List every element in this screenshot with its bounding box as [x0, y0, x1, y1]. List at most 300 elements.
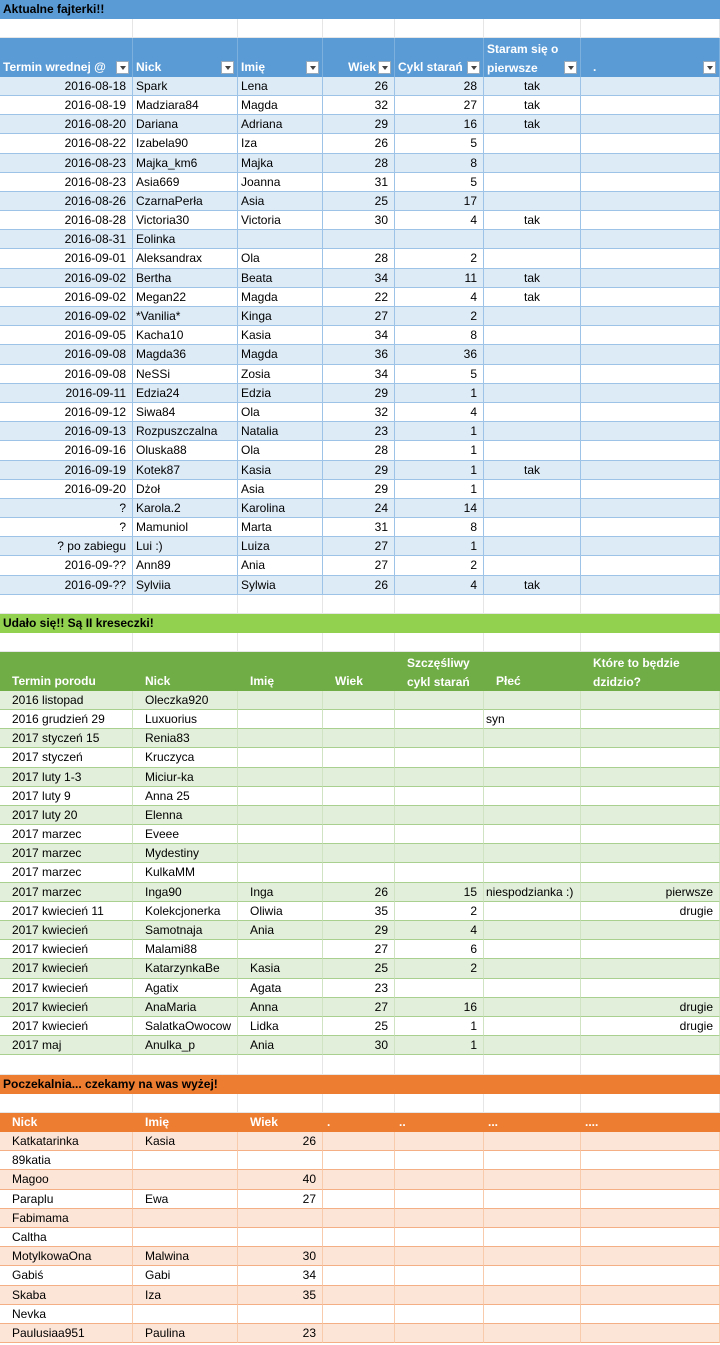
- cell-first[interactable]: [484, 518, 581, 537]
- cell-age[interactable]: 35: [238, 1286, 323, 1305]
- cell-empty[interactable]: [581, 1132, 720, 1151]
- cell-age[interactable]: 27: [323, 307, 395, 326]
- cell-cycle[interactable]: 8: [395, 154, 484, 173]
- cell-nick[interactable]: Madziara84: [133, 96, 238, 115]
- cell-sex[interactable]: [484, 1036, 581, 1055]
- cell-name[interactable]: Marta: [238, 518, 323, 537]
- cell-empty[interactable]: [395, 1286, 484, 1305]
- cell-empty[interactable]: [581, 480, 720, 499]
- cell-nick[interactable]: Bertha: [133, 269, 238, 288]
- cell-nick[interactable]: Anna 25: [133, 787, 238, 806]
- cell-date[interactable]: 2016-09-08: [0, 345, 133, 364]
- cell-age[interactable]: 28: [323, 249, 395, 268]
- cell-empty[interactable]: [581, 576, 720, 595]
- cell-which[interactable]: [581, 921, 720, 940]
- cell-empty[interactable]: [395, 1132, 484, 1151]
- cell-sex[interactable]: [484, 691, 581, 710]
- cell-sex[interactable]: [484, 844, 581, 863]
- cell-cycle[interactable]: 15: [395, 883, 484, 902]
- cell-cycle[interactable]: 2: [395, 249, 484, 268]
- cell-empty[interactable]: [581, 556, 720, 575]
- cell-date[interactable]: 2016-08-22: [0, 134, 133, 153]
- cell-cycle[interactable]: 2: [395, 902, 484, 921]
- cell-sex[interactable]: [484, 863, 581, 882]
- cell-which[interactable]: [581, 959, 720, 978]
- cell-date[interactable]: 2016-08-20: [0, 115, 133, 134]
- cell-nick[interactable]: Skaba: [0, 1286, 133, 1305]
- cell-age[interactable]: 32: [323, 403, 395, 422]
- cell-age[interactable]: 25: [323, 959, 395, 978]
- cell-cycle[interactable]: [395, 787, 484, 806]
- cell-name[interactable]: Luiza: [238, 537, 323, 556]
- cell-empty[interactable]: [581, 1324, 720, 1343]
- cell-age[interactable]: 22: [323, 288, 395, 307]
- cell-empty[interactable]: [323, 1266, 395, 1285]
- cell-date[interactable]: 2016-09-19: [0, 461, 133, 480]
- cell-first[interactable]: [484, 307, 581, 326]
- cell-due[interactable]: 2016 listopad: [0, 691, 133, 710]
- cell-cycle[interactable]: 2: [395, 959, 484, 978]
- cell-age[interactable]: 26: [238, 1132, 323, 1151]
- cell-name[interactable]: Kasia: [133, 1132, 238, 1151]
- cell-cycle[interactable]: 8: [395, 326, 484, 345]
- cell-date[interactable]: 2016-09-02: [0, 307, 133, 326]
- cell-empty[interactable]: [581, 518, 720, 537]
- cell-due[interactable]: 2017 kwiecień: [0, 959, 133, 978]
- cell-first[interactable]: [484, 192, 581, 211]
- cell-date[interactable]: 2016-09-05: [0, 326, 133, 345]
- cell-first[interactable]: [484, 173, 581, 192]
- cell-first[interactable]: [484, 230, 581, 249]
- cell-first[interactable]: [484, 537, 581, 556]
- cell-age[interactable]: [323, 787, 395, 806]
- cell-first[interactable]: tak: [484, 269, 581, 288]
- cell-nick[interactable]: Gabiś: [0, 1266, 133, 1285]
- cell-age[interactable]: 29: [323, 921, 395, 940]
- cell-name[interactable]: Lidka: [238, 1017, 323, 1036]
- cell-age[interactable]: 34: [323, 365, 395, 384]
- cell-date[interactable]: 2016-09-08: [0, 365, 133, 384]
- cell-first[interactable]: [484, 422, 581, 441]
- cell-name[interactable]: [238, 940, 323, 959]
- cell-empty[interactable]: [581, 249, 720, 268]
- cell-empty[interactable]: [581, 1190, 720, 1209]
- cell-nick[interactable]: Kruczyca: [133, 748, 238, 767]
- cell-cycle[interactable]: 1: [395, 461, 484, 480]
- cell-empty[interactable]: [484, 1228, 581, 1247]
- cell-nick[interactable]: Majka_km6: [133, 154, 238, 173]
- cell-date[interactable]: 2016-09-12: [0, 403, 133, 422]
- cell-sex[interactable]: [484, 806, 581, 825]
- cell-nick[interactable]: Nevka: [0, 1305, 133, 1324]
- cell-nick[interactable]: Asia669: [133, 173, 238, 192]
- cell-nick[interactable]: *Vanilia*: [133, 307, 238, 326]
- cell-cycle[interactable]: 8: [395, 518, 484, 537]
- cell-empty[interactable]: [581, 134, 720, 153]
- cell-empty[interactable]: [581, 326, 720, 345]
- cell-cycle[interactable]: [395, 844, 484, 863]
- cell-date[interactable]: 2016-08-18: [0, 77, 133, 96]
- cell-name[interactable]: Ania: [238, 921, 323, 940]
- cell-empty[interactable]: [323, 1132, 395, 1151]
- cell-cycle[interactable]: 1: [395, 1017, 484, 1036]
- cell-empty[interactable]: [581, 461, 720, 480]
- cell-cycle[interactable]: 6: [395, 940, 484, 959]
- cell-cycle[interactable]: [395, 710, 484, 729]
- cell-age[interactable]: 27: [238, 1190, 323, 1209]
- cell-name[interactable]: Ania: [238, 556, 323, 575]
- cell-cycle[interactable]: 17: [395, 192, 484, 211]
- cell-empty[interactable]: [581, 537, 720, 556]
- cell-nick[interactable]: Eveee: [133, 825, 238, 844]
- cell-sex[interactable]: [484, 921, 581, 940]
- cell-name[interactable]: Malwina: [133, 1247, 238, 1266]
- cell-date[interactable]: 2016-08-26: [0, 192, 133, 211]
- cell-age[interactable]: [238, 1151, 323, 1170]
- cell-name[interactable]: Natalia: [238, 422, 323, 441]
- cell-which[interactable]: [581, 940, 720, 959]
- cell-nick[interactable]: NeSSi: [133, 365, 238, 384]
- cell-nick[interactable]: MotylkowaOna: [0, 1247, 133, 1266]
- cell-empty[interactable]: [581, 1209, 720, 1228]
- cell-nick[interactable]: Eolinka: [133, 230, 238, 249]
- cell-name[interactable]: Lena: [238, 77, 323, 96]
- cell-due[interactable]: 2017 maj: [0, 1036, 133, 1055]
- cell-cycle[interactable]: [395, 729, 484, 748]
- cell-age[interactable]: 34: [238, 1266, 323, 1285]
- cell-empty[interactable]: [323, 1247, 395, 1266]
- cell-empty[interactable]: [395, 1170, 484, 1189]
- cell-name[interactable]: [238, 825, 323, 844]
- cell-first[interactable]: [484, 403, 581, 422]
- cell-age[interactable]: 29: [323, 480, 395, 499]
- cell-nick[interactable]: Lui :): [133, 537, 238, 556]
- cell-empty[interactable]: [581, 1228, 720, 1247]
- cell-empty[interactable]: [581, 115, 720, 134]
- cell-cycle[interactable]: 36: [395, 345, 484, 364]
- cell-nick[interactable]: Samotnaja: [133, 921, 238, 940]
- cell-due[interactable]: 2017 luty 9: [0, 787, 133, 806]
- cell-first[interactable]: [484, 154, 581, 173]
- cell-cycle[interactable]: [395, 806, 484, 825]
- cell-empty[interactable]: [484, 1209, 581, 1228]
- cell-name[interactable]: Iza: [133, 1286, 238, 1305]
- cell-name[interactable]: Majka: [238, 154, 323, 173]
- cell-date[interactable]: 2016-08-19: [0, 96, 133, 115]
- filter-dropdown-icon[interactable]: [306, 61, 319, 74]
- cell-name[interactable]: Ewa: [133, 1190, 238, 1209]
- cell-cycle[interactable]: [395, 825, 484, 844]
- cell-name[interactable]: Kasia: [238, 326, 323, 345]
- cell-age[interactable]: [238, 1305, 323, 1324]
- cell-cycle[interactable]: [395, 768, 484, 787]
- cell-empty[interactable]: [581, 422, 720, 441]
- cell-empty[interactable]: [581, 365, 720, 384]
- cell-name[interactable]: Gabi: [133, 1266, 238, 1285]
- cell-sex[interactable]: [484, 729, 581, 748]
- cell-nick[interactable]: 89katia: [0, 1151, 133, 1170]
- cell-name[interactable]: Ola: [238, 249, 323, 268]
- cell-nick[interactable]: Kacha10: [133, 326, 238, 345]
- cell-cycle[interactable]: 1: [395, 537, 484, 556]
- cell-nick[interactable]: Karola.2: [133, 499, 238, 518]
- cell-cycle[interactable]: 1: [395, 441, 484, 460]
- cell-nick[interactable]: Miciur-ka: [133, 768, 238, 787]
- cell-sex[interactable]: [484, 979, 581, 998]
- cell-name[interactable]: Beata: [238, 269, 323, 288]
- cell-empty[interactable]: [581, 154, 720, 173]
- cell-age[interactable]: [323, 729, 395, 748]
- cell-name[interactable]: [238, 691, 323, 710]
- cell-date[interactable]: 2016-09-02: [0, 269, 133, 288]
- cell-first[interactable]: [484, 249, 581, 268]
- cell-age[interactable]: [323, 863, 395, 882]
- cell-name[interactable]: [133, 1151, 238, 1170]
- cell-nick[interactable]: Mydestiny: [133, 844, 238, 863]
- cell-nick[interactable]: Katkatarinka: [0, 1132, 133, 1151]
- cell-due[interactable]: 2017 marzec: [0, 883, 133, 902]
- cell-empty[interactable]: [581, 192, 720, 211]
- cell-empty[interactable]: [484, 1170, 581, 1189]
- cell-name[interactable]: Paulina: [133, 1324, 238, 1343]
- cell-name[interactable]: Victoria: [238, 211, 323, 230]
- cell-age[interactable]: [323, 230, 395, 249]
- cell-which[interactable]: [581, 844, 720, 863]
- cell-nick[interactable]: Fabimama: [0, 1209, 133, 1228]
- cell-nick[interactable]: Anulka_p: [133, 1036, 238, 1055]
- cell-sex[interactable]: niespodzianka :): [484, 883, 581, 902]
- cell-age[interactable]: 27: [323, 537, 395, 556]
- cell-empty[interactable]: [581, 441, 720, 460]
- cell-age[interactable]: [323, 710, 395, 729]
- cell-age[interactable]: 40: [238, 1170, 323, 1189]
- cell-name[interactable]: Magda: [238, 288, 323, 307]
- sort-filter-icon[interactable]: [116, 61, 129, 74]
- cell-which[interactable]: [581, 768, 720, 787]
- cell-date[interactable]: ?: [0, 499, 133, 518]
- cell-empty[interactable]: [581, 77, 720, 96]
- cell-sex[interactable]: [484, 768, 581, 787]
- cell-which[interactable]: [581, 1036, 720, 1055]
- cell-empty[interactable]: [484, 1247, 581, 1266]
- cell-age[interactable]: 30: [323, 1036, 395, 1055]
- cell-name[interactable]: Adriana: [238, 115, 323, 134]
- cell-cycle[interactable]: 2: [395, 556, 484, 575]
- cell-cycle[interactable]: 1: [395, 422, 484, 441]
- cell-age[interactable]: 36: [323, 345, 395, 364]
- cell-date[interactable]: 2016-09-01: [0, 249, 133, 268]
- cell-empty[interactable]: [581, 307, 720, 326]
- cell-cycle[interactable]: [395, 691, 484, 710]
- cell-age[interactable]: 27: [323, 998, 395, 1017]
- cell-nick[interactable]: Mamuniol: [133, 518, 238, 537]
- cell-name[interactable]: Asia: [238, 192, 323, 211]
- cell-date[interactable]: 2016-08-23: [0, 173, 133, 192]
- cell-nick[interactable]: Kolekcjonerka: [133, 902, 238, 921]
- filter-dropdown-icon[interactable]: [467, 61, 480, 74]
- cell-date[interactable]: 2016-09-13: [0, 422, 133, 441]
- cell-empty[interactable]: [323, 1305, 395, 1324]
- cell-first[interactable]: tak: [484, 211, 581, 230]
- cell-cycle[interactable]: 4: [395, 288, 484, 307]
- cell-date[interactable]: 2016-09-11: [0, 384, 133, 403]
- cell-cycle[interactable]: 1: [395, 1036, 484, 1055]
- cell-which[interactable]: [581, 710, 720, 729]
- cell-nick[interactable]: Elenna: [133, 806, 238, 825]
- cell-age[interactable]: 26: [323, 77, 395, 96]
- cell-first[interactable]: tak: [484, 115, 581, 134]
- cell-cycle[interactable]: 5: [395, 134, 484, 153]
- cell-date[interactable]: 2016-09-16: [0, 441, 133, 460]
- cell-empty[interactable]: [395, 1228, 484, 1247]
- cell-nick[interactable]: Inga90: [133, 883, 238, 902]
- cell-empty[interactable]: [484, 1190, 581, 1209]
- cell-empty[interactable]: [323, 1190, 395, 1209]
- cell-due[interactable]: 2017 luty 1-3: [0, 768, 133, 787]
- cell-sex[interactable]: [484, 940, 581, 959]
- cell-nick[interactable]: Megan22: [133, 288, 238, 307]
- cell-empty[interactable]: [323, 1151, 395, 1170]
- cell-name[interactable]: Karolina: [238, 499, 323, 518]
- cell-empty[interactable]: [581, 499, 720, 518]
- cell-which[interactable]: [581, 787, 720, 806]
- filter-dropdown-icon[interactable]: [564, 61, 577, 74]
- cell-name[interactable]: Agata: [238, 979, 323, 998]
- cell-due[interactable]: 2017 kwiecień: [0, 1017, 133, 1036]
- cell-nick[interactable]: AnaMaria: [133, 998, 238, 1017]
- cell-first[interactable]: [484, 345, 581, 364]
- cell-age[interactable]: 26: [323, 883, 395, 902]
- cell-cycle[interactable]: [395, 863, 484, 882]
- cell-nick[interactable]: SalatkaOwocow: [133, 1017, 238, 1036]
- cell-age[interactable]: [238, 1228, 323, 1247]
- cell-nick[interactable]: Oleczka920: [133, 691, 238, 710]
- cell-name[interactable]: Magda: [238, 345, 323, 364]
- cell-nick[interactable]: CzarnaPerła: [133, 192, 238, 211]
- cell-first[interactable]: [484, 365, 581, 384]
- cell-nick[interactable]: Renia83: [133, 729, 238, 748]
- cell-name[interactable]: [238, 729, 323, 748]
- cell-age[interactable]: [323, 691, 395, 710]
- cell-which[interactable]: [581, 825, 720, 844]
- cell-date[interactable]: ? po zabiegu: [0, 537, 133, 556]
- cell-cycle[interactable]: 28: [395, 77, 484, 96]
- cell-name[interactable]: [133, 1209, 238, 1228]
- cell-age[interactable]: 34: [323, 269, 395, 288]
- cell-which[interactable]: drugie: [581, 902, 720, 921]
- cell-due[interactable]: 2017 styczeń: [0, 748, 133, 767]
- cell-name[interactable]: [238, 710, 323, 729]
- cell-empty[interactable]: [323, 1209, 395, 1228]
- cell-age[interactable]: [323, 825, 395, 844]
- cell-due[interactable]: 2017 styczeń 15: [0, 729, 133, 748]
- cell-empty[interactable]: [484, 1305, 581, 1324]
- cell-age[interactable]: 28: [323, 154, 395, 173]
- cell-nick[interactable]: Dżoł: [133, 480, 238, 499]
- cell-first[interactable]: tak: [484, 461, 581, 480]
- cell-cycle[interactable]: 4: [395, 403, 484, 422]
- cell-cycle[interactable]: 1: [395, 480, 484, 499]
- cell-sex[interactable]: [484, 748, 581, 767]
- cell-empty[interactable]: [581, 1286, 720, 1305]
- cell-nick[interactable]: Siwa84: [133, 403, 238, 422]
- cell-age[interactable]: 31: [323, 518, 395, 537]
- cell-nick[interactable]: Magda36: [133, 345, 238, 364]
- cell-due[interactable]: 2017 kwiecień 11: [0, 902, 133, 921]
- cell-cycle[interactable]: 16: [395, 115, 484, 134]
- cell-first[interactable]: [484, 326, 581, 345]
- cell-name[interactable]: Kasia: [238, 461, 323, 480]
- cell-name[interactable]: [133, 1228, 238, 1247]
- cell-date[interactable]: ?: [0, 518, 133, 537]
- cell-due[interactable]: 2017 marzec: [0, 863, 133, 882]
- cell-name[interactable]: Kasia: [238, 959, 323, 978]
- cell-empty[interactable]: [581, 230, 720, 249]
- cell-cycle[interactable]: 11: [395, 269, 484, 288]
- cell-cycle[interactable]: 2: [395, 307, 484, 326]
- cell-age[interactable]: 28: [323, 441, 395, 460]
- cell-name[interactable]: Anna: [238, 998, 323, 1017]
- cell-cycle[interactable]: 1: [395, 384, 484, 403]
- cell-age[interactable]: 24: [323, 499, 395, 518]
- cell-age[interactable]: 27: [323, 940, 395, 959]
- cell-name[interactable]: Inga: [238, 883, 323, 902]
- cell-age[interactable]: [238, 1209, 323, 1228]
- cell-cycle[interactable]: 5: [395, 365, 484, 384]
- cell-empty[interactable]: [395, 1266, 484, 1285]
- cell-name[interactable]: Ania: [238, 1036, 323, 1055]
- cell-nick[interactable]: Aleksandrax: [133, 249, 238, 268]
- cell-age[interactable]: 30: [238, 1247, 323, 1266]
- cell-nick[interactable]: Caltha: [0, 1228, 133, 1247]
- cell-age[interactable]: 27: [323, 556, 395, 575]
- cell-empty[interactable]: [581, 345, 720, 364]
- cell-cycle[interactable]: 27: [395, 96, 484, 115]
- cell-sex[interactable]: [484, 902, 581, 921]
- cell-empty[interactable]: [581, 1247, 720, 1266]
- cell-name[interactable]: Magda: [238, 96, 323, 115]
- cell-nick[interactable]: Spark: [133, 77, 238, 96]
- cell-empty[interactable]: [395, 1151, 484, 1170]
- cell-age[interactable]: 26: [323, 576, 395, 595]
- cell-which[interactable]: [581, 863, 720, 882]
- cell-age[interactable]: 23: [323, 422, 395, 441]
- cell-which[interactable]: [581, 979, 720, 998]
- cell-empty[interactable]: [581, 1151, 720, 1170]
- cell-due[interactable]: 2017 luty 20: [0, 806, 133, 825]
- cell-date[interactable]: 2016-08-28: [0, 211, 133, 230]
- cell-name[interactable]: [133, 1170, 238, 1189]
- cell-empty[interactable]: [323, 1286, 395, 1305]
- cell-nick[interactable]: Victoria30: [133, 211, 238, 230]
- cell-name[interactable]: Joanna: [238, 173, 323, 192]
- cell-name[interactable]: Oliwia: [238, 902, 323, 921]
- cell-nick[interactable]: Malami88: [133, 940, 238, 959]
- cell-nick[interactable]: Paraplu: [0, 1190, 133, 1209]
- cell-name[interactable]: [238, 748, 323, 767]
- cell-first[interactable]: tak: [484, 576, 581, 595]
- cell-cycle[interactable]: [395, 230, 484, 249]
- cell-which[interactable]: pierwsze: [581, 883, 720, 902]
- cell-age[interactable]: 23: [323, 979, 395, 998]
- cell-age[interactable]: 26: [323, 134, 395, 153]
- cell-name[interactable]: Iza: [238, 134, 323, 153]
- cell-cycle[interactable]: 5: [395, 173, 484, 192]
- cell-date[interactable]: 2016-08-23: [0, 154, 133, 173]
- filter-dropdown-icon[interactable]: [378, 61, 391, 74]
- cell-age[interactable]: 29: [323, 115, 395, 134]
- cell-age[interactable]: 35: [323, 902, 395, 921]
